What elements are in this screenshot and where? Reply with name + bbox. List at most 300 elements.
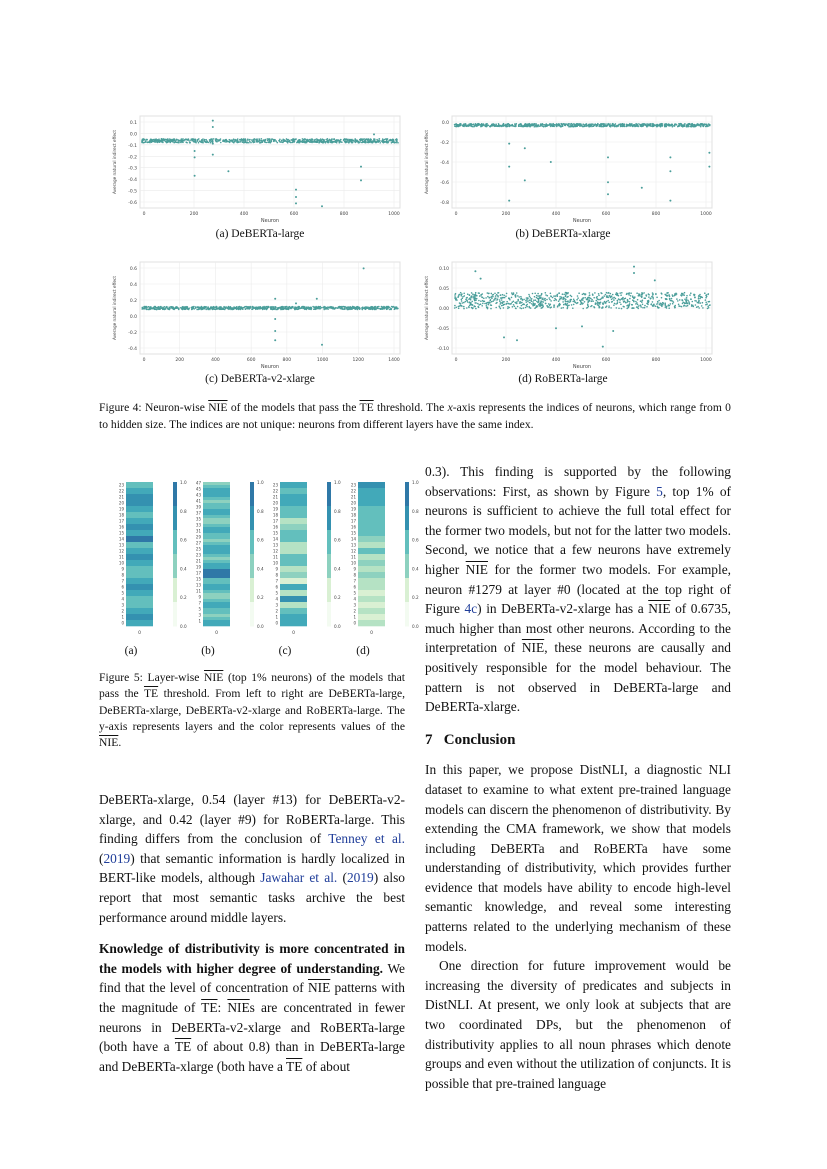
- ytick-label: 0.6: [129, 267, 137, 272]
- data-point: [367, 138, 369, 140]
- data-point: [315, 141, 317, 143]
- data-point: [518, 124, 520, 126]
- data-point: [509, 126, 511, 128]
- data-point: [633, 307, 635, 309]
- heatmap-cell: [280, 578, 307, 584]
- data-point: [673, 125, 675, 127]
- heatmap-cell: [280, 608, 307, 614]
- data-point: [502, 304, 504, 306]
- data-point: [616, 307, 618, 309]
- data-point: [624, 124, 626, 126]
- heatmap-cell: [280, 602, 307, 608]
- data-point: [503, 125, 505, 127]
- data-point: [474, 302, 476, 304]
- data-point: [249, 139, 251, 141]
- outlier-point: [508, 166, 510, 168]
- data-point: [686, 124, 688, 126]
- ytick-label: 0.0: [129, 132, 137, 138]
- data-point: [543, 126, 545, 128]
- data-point: [589, 297, 591, 299]
- data-point: [676, 298, 678, 300]
- data-point: [682, 300, 684, 302]
- layer-tick-label: 5: [275, 590, 278, 596]
- colorbar-segment: [250, 530, 254, 555]
- data-point: [708, 301, 710, 303]
- data-point: [468, 124, 470, 126]
- outlier-point: [708, 152, 710, 154]
- data-point: [213, 138, 215, 140]
- colorbar-segment: [327, 482, 331, 507]
- heatmap-cell: [358, 578, 385, 584]
- data-point: [660, 123, 662, 125]
- data-point: [492, 300, 494, 302]
- data-point: [456, 126, 458, 128]
- data-point: [477, 303, 479, 305]
- data-point: [207, 306, 209, 308]
- data-point: [533, 299, 535, 301]
- data-point: [329, 140, 331, 142]
- heatmap-cell: [203, 515, 230, 518]
- outlier-point: [212, 126, 214, 128]
- layer-tick-label: 33: [195, 522, 201, 528]
- data-point: [620, 126, 622, 128]
- data-point: [557, 305, 559, 307]
- data-point: [662, 125, 664, 127]
- data-point: [578, 292, 580, 294]
- data-point: [618, 298, 620, 300]
- data-point: [532, 293, 534, 295]
- data-point: [678, 305, 680, 307]
- data-point: [482, 124, 484, 126]
- colorbar-segment: [327, 506, 331, 531]
- data-point: [183, 140, 185, 142]
- data-point: [344, 308, 346, 310]
- data-point: [474, 298, 476, 300]
- data-point: [646, 306, 648, 308]
- data-point: [598, 293, 600, 295]
- data-point: [537, 298, 539, 300]
- data-point: [256, 308, 258, 310]
- data-point: [630, 124, 632, 126]
- data-point: [491, 296, 493, 298]
- data-point: [343, 139, 345, 141]
- data-point: [568, 301, 570, 303]
- data-point: [661, 305, 663, 307]
- data-point: [655, 124, 657, 126]
- data-point: [469, 305, 471, 307]
- data-point: [637, 304, 639, 306]
- data-point: [628, 304, 630, 306]
- data-point: [341, 306, 343, 308]
- xtick-label: 400: [239, 212, 249, 217]
- data-point: [577, 297, 579, 299]
- heatmap-cell: [203, 527, 230, 530]
- data-point: [234, 140, 236, 142]
- data-point: [561, 296, 563, 298]
- colorbar-tick-label: 1.0: [412, 480, 419, 485]
- heatmap-cell: [203, 569, 230, 572]
- heatmap-cell: [280, 518, 307, 524]
- data-point: [511, 297, 513, 299]
- data-point: [221, 307, 223, 309]
- data-point: [631, 304, 633, 306]
- data-point: [503, 301, 505, 303]
- outlier-point: [194, 175, 196, 177]
- data-point: [359, 139, 361, 141]
- ref-figure5[interactable]: 5: [656, 483, 663, 499]
- data-point: [567, 293, 569, 295]
- data-point: [618, 295, 620, 297]
- data-point: [527, 125, 529, 127]
- data-point: [641, 297, 643, 299]
- data-point: [234, 139, 236, 141]
- data-point: [602, 123, 604, 125]
- colorbar-tick-label: 0.6: [257, 537, 264, 543]
- data-point: [461, 295, 463, 297]
- data-point: [532, 304, 534, 306]
- data-point: [696, 306, 698, 308]
- heatmap-cell: [126, 590, 153, 596]
- data-point: [455, 293, 457, 295]
- data-point: [163, 139, 165, 141]
- data-point: [487, 123, 489, 125]
- data-point: [627, 301, 629, 303]
- data-point: [230, 308, 232, 310]
- data-point: [498, 292, 500, 294]
- data-point: [233, 306, 235, 308]
- data-point: [570, 299, 572, 301]
- data-point: [485, 125, 487, 127]
- data-point: [495, 303, 497, 305]
- data-point: [665, 304, 667, 306]
- data-point: [281, 140, 283, 142]
- data-point: [313, 139, 315, 141]
- left-paragraph-1: DeBERTa-xlarge, 0.54 (layer #13) for DeBERTa-v2-xlarge, and 0.42 (layer #9) for RoBERTa-large. This finding differs from the conclusion of Tenney et al. (2019) that semantic information is hardly localized in BERT-like models, although Jawahar et al. (2019) also report that most semantic tasks archive the best performance around middle layers.: [99, 792, 405, 925]
- layer-tick-label: 15: [350, 530, 356, 536]
- data-point: [664, 302, 666, 304]
- data-point: [505, 295, 507, 297]
- data-point: [546, 125, 548, 127]
- data-point: [159, 140, 161, 142]
- data-point: [367, 142, 369, 144]
- conclusion-paragraph-1: In this paper, we propose DistNLI, a diagnostic NLI dataset to examine to what extent pre-trained language models can discern the phenomenon of distributivity. By extending the CMA framework, we show that models including DeBERTa and RoBERTa have some understanding of distributivity, which provides further evidence that models have ability to encode high-level semantic knowledge, and reveal some interesting patterns related to the underlying mechanism of these models.: [425, 762, 731, 954]
- data-point: [568, 126, 570, 128]
- data-point: [553, 306, 555, 308]
- data-point: [242, 140, 244, 142]
- data-point: [605, 306, 607, 308]
- data-point: [574, 124, 576, 126]
- data-point: [684, 302, 686, 304]
- ytick-label: 0.0: [441, 121, 449, 126]
- data-point: [181, 308, 183, 310]
- data-point: [517, 306, 519, 308]
- data-point: [594, 292, 596, 294]
- data-point: [591, 301, 593, 303]
- heatmap-cell: [126, 542, 153, 548]
- ytick-label: -0.3: [128, 166, 137, 172]
- layer-tick-label: 20: [350, 500, 356, 506]
- data-point: [516, 123, 518, 125]
- data-point: [644, 297, 646, 299]
- data-point: [686, 301, 688, 303]
- layer-tick-label: 11: [272, 554, 278, 560]
- data-point: [484, 303, 486, 305]
- cite-tenney[interactable]: Tenney et al.: [328, 831, 405, 847]
- data-point: [290, 308, 292, 310]
- data-point: [458, 294, 460, 296]
- data-point: [285, 306, 287, 308]
- data-point: [672, 294, 674, 296]
- data-point: [582, 299, 584, 301]
- ytick-label: -0.4: [128, 347, 137, 352]
- ytick-label: -0.1: [128, 143, 137, 149]
- data-point: [216, 308, 218, 310]
- data-point: [514, 126, 516, 128]
- heatmap-cell: [358, 554, 385, 560]
- layer-tick-label: 19: [350, 506, 356, 512]
- heatmap-cell: [358, 530, 385, 536]
- data-point: [587, 303, 589, 305]
- data-point: [350, 309, 352, 311]
- data-point: [551, 124, 553, 126]
- data-point: [249, 141, 251, 143]
- data-point: [556, 126, 558, 128]
- data-point: [182, 141, 184, 143]
- data-point: [576, 299, 578, 301]
- data-point: [178, 309, 180, 311]
- data-point: [542, 307, 544, 309]
- data-point: [309, 139, 311, 141]
- data-point: [495, 307, 497, 309]
- data-point: [489, 302, 491, 304]
- data-point: [671, 298, 673, 300]
- xtick-label: 1400: [388, 358, 400, 363]
- data-point: [582, 303, 584, 305]
- data-point: [320, 141, 322, 143]
- layer-tick-label: 1: [121, 614, 124, 620]
- data-point: [519, 301, 521, 303]
- layer-tick-label: 18: [272, 512, 278, 518]
- data-point: [611, 299, 613, 301]
- outlier-point: [669, 200, 671, 202]
- layer-tick-label: 6: [121, 584, 124, 590]
- data-point: [646, 303, 648, 305]
- data-point: [564, 123, 566, 125]
- data-point: [549, 299, 551, 301]
- data-point: [601, 298, 603, 300]
- data-point: [562, 297, 564, 299]
- xtick-label: 0: [142, 212, 146, 217]
- outlier-point: [295, 189, 297, 191]
- data-point: [344, 306, 346, 308]
- ytick-label: -0.05: [437, 327, 449, 332]
- data-point: [607, 300, 609, 302]
- data-point: [355, 139, 357, 141]
- layer-tick-label: 14: [118, 536, 124, 542]
- data-point: [573, 123, 575, 125]
- heatmap-cell: [203, 581, 230, 584]
- heatmap-cell: [126, 620, 153, 626]
- data-point: [473, 123, 475, 125]
- data-point: [512, 294, 514, 296]
- data-point: [698, 124, 700, 126]
- data-point: [500, 302, 502, 304]
- heatmap-cell: [126, 602, 153, 608]
- data-point: [596, 124, 598, 126]
- data-point: [187, 139, 189, 141]
- colorbar-segment: [405, 530, 409, 555]
- data-point: [145, 141, 147, 143]
- data-point: [639, 295, 641, 297]
- data-point: [245, 141, 247, 143]
- data-point: [500, 308, 502, 310]
- colorbar-segment: [327, 554, 331, 579]
- colorbar-tick-label: 0.4: [412, 566, 419, 572]
- colorbar-segment: [250, 506, 254, 531]
- heatmap-cell: [280, 494, 307, 500]
- data-point: [658, 125, 660, 127]
- data-point: [458, 124, 460, 126]
- data-point: [529, 295, 531, 297]
- data-point: [621, 292, 623, 294]
- heatmap-cell: [203, 599, 230, 602]
- data-point: [345, 141, 347, 143]
- data-point: [372, 140, 374, 142]
- data-point: [155, 307, 157, 309]
- data-point: [625, 298, 627, 300]
- data-point: [553, 295, 555, 297]
- data-point: [540, 301, 542, 303]
- data-point: [632, 296, 634, 298]
- xtick-label: 600: [601, 358, 611, 363]
- fig5-label-a: (a): [124, 645, 138, 657]
- data-point: [605, 123, 607, 125]
- data-point: [546, 299, 548, 301]
- data-point: [545, 292, 547, 294]
- data-point: [382, 307, 384, 309]
- data-point: [568, 123, 570, 125]
- data-point: [365, 142, 367, 144]
- data-point: [259, 308, 261, 310]
- data-point: [336, 140, 338, 142]
- data-point: [261, 138, 263, 140]
- data-point: [143, 306, 145, 308]
- layer-tick-label: 22: [272, 488, 278, 494]
- data-point: [392, 141, 394, 143]
- data-point: [498, 126, 500, 128]
- data-point: [345, 139, 347, 141]
- data-point: [209, 139, 211, 141]
- heatmap-cell: [203, 509, 230, 512]
- data-point: [650, 125, 652, 127]
- data-point: [646, 123, 648, 125]
- heatmap-cell: [280, 512, 307, 518]
- data-point: [232, 141, 234, 143]
- data-point: [533, 124, 535, 126]
- data-point: [679, 299, 681, 301]
- data-point: [472, 293, 474, 295]
- data-point: [538, 304, 540, 306]
- data-point: [540, 295, 542, 297]
- heatmap-c: [273, 480, 341, 636]
- data-point: [633, 301, 635, 303]
- data-point: [466, 297, 468, 299]
- data-point: [652, 298, 654, 300]
- data-point: [543, 124, 545, 126]
- layer-tick-label: 12: [350, 548, 356, 554]
- data-point: [331, 138, 333, 140]
- data-point: [341, 308, 343, 310]
- ytick-label: 0.0: [129, 315, 137, 320]
- colorbar-segment: [405, 482, 409, 507]
- data-point: [508, 298, 510, 300]
- data-point: [542, 297, 544, 299]
- ref-figure4c[interactable]: 4c: [464, 601, 478, 617]
- data-point: [162, 141, 164, 143]
- data-point: [263, 307, 265, 309]
- data-point: [688, 123, 690, 125]
- data-point: [358, 142, 360, 144]
- data-point: [201, 139, 203, 141]
- ytick-label: -0.2: [128, 155, 137, 161]
- heatmap-cell: [358, 614, 385, 620]
- data-point: [199, 307, 201, 309]
- data-point: [580, 304, 582, 306]
- data-point: [387, 308, 389, 310]
- data-point: [507, 308, 509, 310]
- data-point: [326, 141, 328, 143]
- data-point: [601, 125, 603, 127]
- data-point: [517, 300, 519, 302]
- data-point: [160, 306, 162, 308]
- colorbar-tick-label: 0.0: [180, 624, 187, 629]
- data-point: [306, 139, 308, 141]
- data-point: [456, 299, 458, 301]
- layer-tick-label: 11: [350, 554, 356, 560]
- colorbar-tick-label: 0.4: [257, 566, 264, 572]
- data-point: [559, 296, 561, 298]
- fig5-heatmaps: [98, 476, 419, 644]
- ytick-label: -0.10: [437, 347, 449, 352]
- data-point: [144, 139, 146, 141]
- data-point: [386, 142, 388, 144]
- heatmap-cell: [358, 500, 385, 506]
- outlier-point: [274, 298, 276, 300]
- data-point: [503, 295, 505, 297]
- data-point: [142, 307, 144, 309]
- data-point: [468, 306, 470, 308]
- layer-tick-label: 20: [118, 500, 124, 506]
- layer-tick-label: 9: [353, 566, 356, 572]
- colorbar-tick-label: 0.0: [257, 624, 264, 629]
- data-point: [514, 306, 516, 308]
- data-point: [353, 308, 355, 310]
- data-point: [198, 142, 200, 144]
- layer-tick-label: 17: [118, 518, 124, 524]
- outlier-point: [295, 302, 297, 304]
- y-axis-label: Average natural indirect effect: [112, 130, 117, 194]
- cite-jawahar[interactable]: Jawahar et al.: [260, 870, 338, 886]
- data-point: [204, 139, 206, 141]
- xtick-label: 0: [142, 358, 146, 363]
- data-point: [526, 299, 528, 301]
- data-point: [577, 123, 579, 125]
- data-point: [469, 294, 471, 296]
- data-point: [628, 293, 630, 295]
- data-point: [566, 296, 568, 298]
- data-point: [603, 302, 605, 304]
- data-point: [571, 296, 573, 298]
